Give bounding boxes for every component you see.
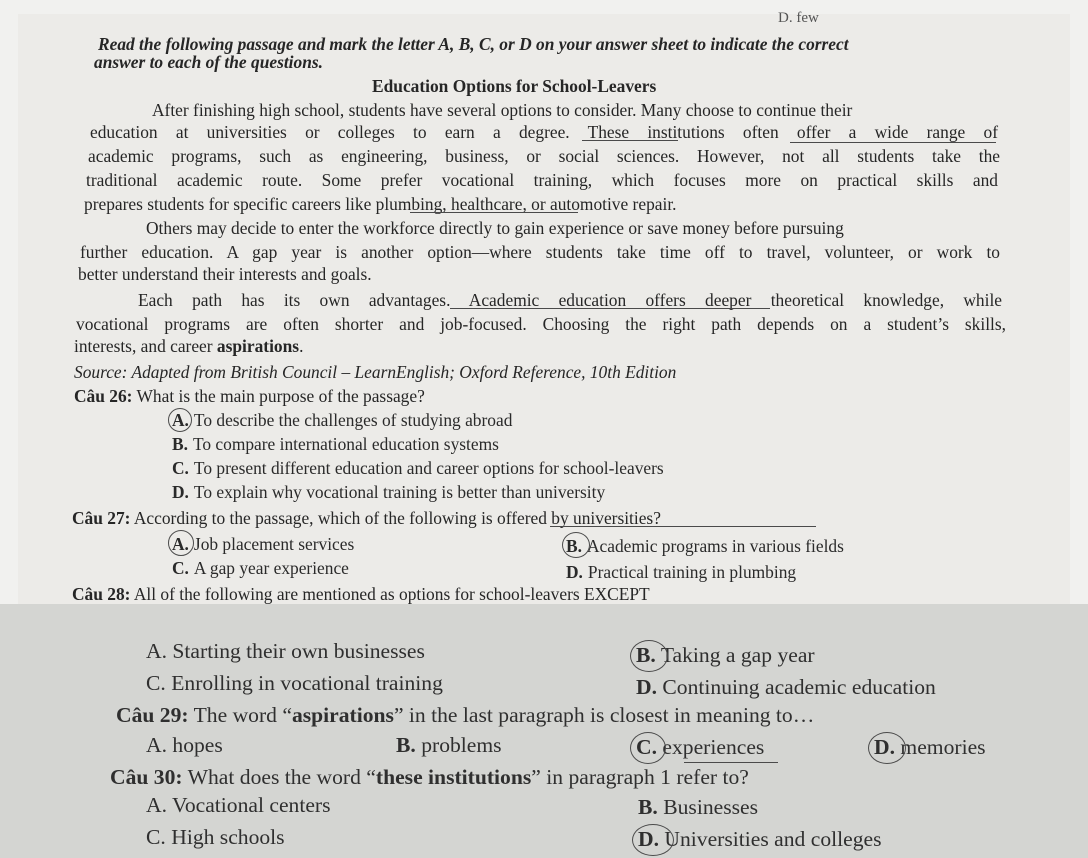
passage-line: education at universities or colleges to earn a degree. These institutions often offer a wide range of bbox=[90, 122, 998, 142]
q30-option-b[interactable]: B. Businesses bbox=[638, 795, 758, 819]
q28-option-b[interactable]: B. Taking a gap year bbox=[636, 643, 815, 667]
question-28: Câu 28: All of the following are mentioned as options for school-leavers EXCEPT bbox=[72, 584, 650, 604]
passage-line: traditional academic route. Some prefer vocational training, which focuses more on practical skills and bbox=[86, 170, 998, 190]
q27-option-a[interactable]: A. Job placement services bbox=[172, 534, 355, 554]
instruction-line-1: Read the following passage and mark the letter A, B, C, or D on your answer sheet to indicate the correct bbox=[98, 34, 849, 54]
q26-option-b[interactable]: B. To compare international education systems bbox=[172, 434, 499, 454]
q26-option-c[interactable]: C. To present different education and career options for school-leavers bbox=[172, 458, 664, 478]
q30-option-c[interactable]: C. High schools bbox=[146, 825, 285, 849]
passage-line: Each path has its own advantages. Academic education offers deeper theoretical knowledge, while bbox=[138, 290, 1002, 310]
header-fragment: D. few bbox=[778, 10, 819, 26]
passage-line: better understand their interests and goals. bbox=[78, 264, 372, 284]
q29-option-c[interactable]: C. experiences bbox=[636, 735, 765, 759]
question-29: Câu 29: The word “aspirations” in the last paragraph is closest in meaning to… bbox=[116, 703, 815, 727]
pen-underline bbox=[450, 308, 770, 309]
passage-source: Source: Adapted from British Council – LearnEnglish; Oxford Reference, 10th Edition bbox=[74, 362, 677, 382]
q29-option-d[interactable]: D. memories bbox=[874, 735, 986, 759]
passage-title: Education Options for School-Leavers bbox=[372, 76, 657, 96]
passage-line: Others may decide to enter the workforce directly to gain experience or save money before pursuing bbox=[146, 218, 844, 238]
q26-option-d[interactable]: D. To explain why vocational training is better than university bbox=[172, 482, 606, 502]
passage-line: vocational programs are often shorter and job-focused. Choosing the right path depends on a student’s skills, bbox=[76, 314, 1006, 334]
q30-option-d[interactable]: D. Universities and colleges bbox=[638, 827, 882, 851]
q29-option-a[interactable]: A. hopes bbox=[146, 733, 223, 757]
passage-line: further education. A gap year is another option—where students take time off to travel, volunteer, or work to bbox=[80, 242, 1000, 262]
q28-option-a[interactable]: A. Starting their own businesses bbox=[146, 639, 425, 663]
pen-underline bbox=[684, 762, 778, 763]
passage-line: prepares students for specific careers like plumbing, healthcare, or automotive repair. bbox=[84, 194, 677, 214]
q27-option-c[interactable]: C. A gap year experience bbox=[172, 558, 349, 578]
pen-underline bbox=[790, 142, 996, 143]
pen-underline bbox=[582, 140, 678, 141]
question-30: Câu 30: What does the word “these institutions” in paragraph 1 refer to? bbox=[110, 765, 749, 789]
q27-option-b[interactable]: B. Academic programs in various fields bbox=[566, 536, 844, 556]
q26-option-a[interactable]: A. To describe the challenges of studying abroad bbox=[172, 410, 513, 430]
question-26: Câu 26: What is the main purpose of the passage? bbox=[74, 386, 425, 406]
q27-option-d[interactable]: D. Practical training in plumbing bbox=[566, 562, 797, 582]
q29-option-b[interactable]: B. problems bbox=[396, 733, 502, 757]
question-27: Câu 27: According to the passage, which of the following is offered by universities? bbox=[72, 508, 661, 528]
instruction-line-2: answer to each of the questions. bbox=[94, 52, 323, 72]
q30-option-a[interactable]: A. Vocational centers bbox=[146, 793, 331, 817]
worksheet-page bbox=[18, 10, 1070, 620]
pen-underline bbox=[550, 526, 816, 527]
bottom-page-photo bbox=[0, 604, 1088, 858]
q28-option-d[interactable]: D. Continuing academic education bbox=[636, 675, 936, 699]
q28-option-c[interactable]: C. Enrolling in vocational training bbox=[146, 671, 443, 695]
passage-line-last: interests, and career aspirations. bbox=[74, 336, 304, 356]
passage-line: academic programs, such as engineering, business, or social sciences. However, not all students take the bbox=[88, 146, 1000, 166]
passage-line: After finishing high school, students have several options to consider. Many choose to continue their bbox=[152, 100, 853, 120]
pen-underline bbox=[410, 212, 578, 213]
